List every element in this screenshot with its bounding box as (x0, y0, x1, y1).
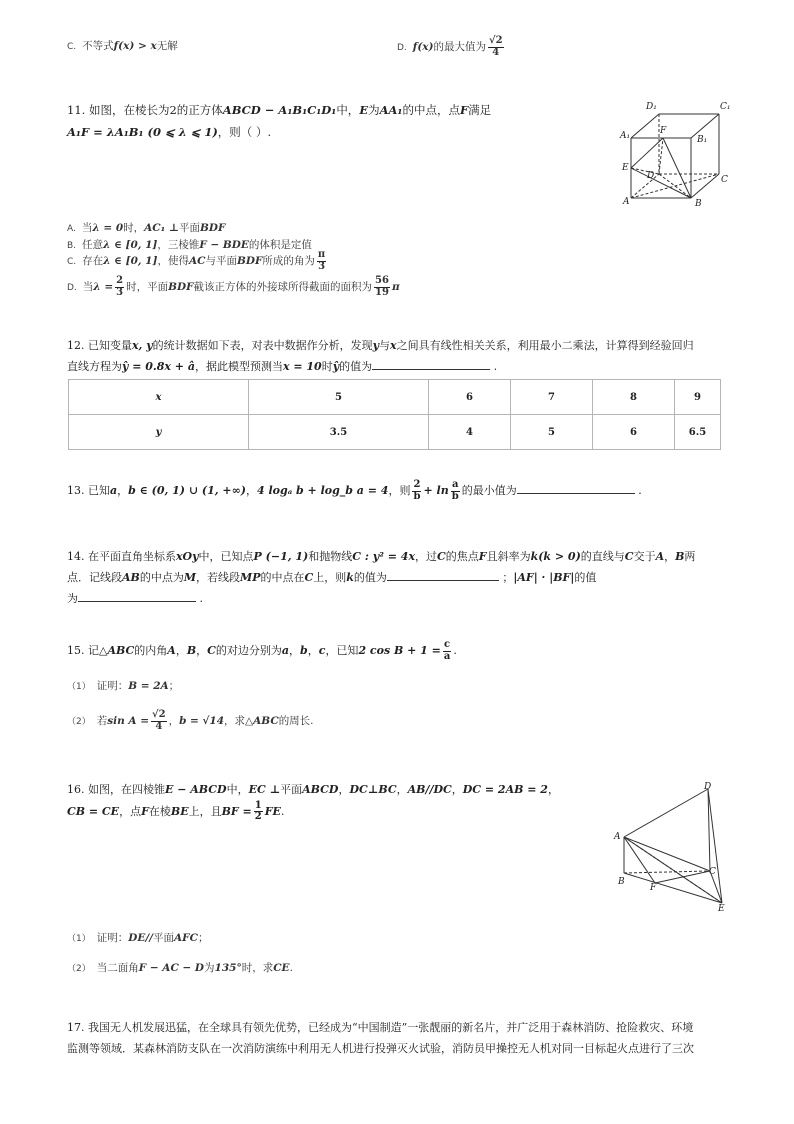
label-d: D (704, 782, 712, 792)
hidden-edge (631, 174, 659, 198)
label-c: C (709, 867, 716, 877)
question-13: 13. 已知a，b ∈ (0, 1) ∪ (1, +∞)，4 logₐ b + log_b a = 4，则 $\frac{2}{b}$ + ln $\frac{a}{b}$ 的最小值为 . (67, 479, 642, 502)
segment-eb (631, 168, 691, 198)
answer-blank[interactable] (78, 589, 196, 602)
q11-option-a: A. 当λ = 0时，AC₁ ⊥平面BDF (67, 222, 226, 234)
segment-ef (631, 138, 663, 168)
label-f: F (650, 883, 657, 893)
table-cell: 3.5 (249, 415, 429, 450)
fraction: $\frac{√2}{4}$ (152, 709, 166, 732)
q16-part-2: （2） 当二面角F − AC − D为135°时，求CE. (67, 962, 293, 974)
q15-part-2: （2） 若sin A = $\frac{√2}{4}$ ，b = √14，求△ABC的周长. (67, 709, 314, 732)
table-cell: 6.5 (675, 415, 721, 450)
answer-blank[interactable] (387, 568, 499, 581)
segment-fb (663, 138, 691, 198)
label-b: B (695, 199, 702, 209)
table-cell: 6 (429, 380, 511, 415)
table-cell: 5 (511, 415, 593, 450)
q15-part-1: （1） 证明：B = 2A； (67, 680, 180, 692)
q16-part-1: （1） 证明：DE//平面AFC； (67, 932, 209, 944)
question-11-stem: 11. 如图，在棱长为2的正方体ABCD − A₁B₁C₁D₁中，E为AA₁的中点，点F满足 A₁F = λA₁B₁ (0 ⩽ λ ⩽ 1)，则（ ）. (67, 103, 492, 139)
question-17: 17. 我国无人机发展迅猛，在全球具有领先优势，已经成为“中国制造”一张靓丽的新名片，并广泛用于森林消防、抢险救灾、环境 监测等领域．某森林消防支队在一次消防演练中利用无人机进行投弹灭火试验，消防员甲操控无人机对同一目标起火点进行了三次 (67, 1021, 694, 1055)
label-f: F (660, 126, 667, 136)
q11-option-d: D. 当λ = $\frac{2}{3}$ 时，平面BDF截该正方体的外接球所得截面的面积为 $\frac{56}{19}$ π (67, 275, 400, 298)
fraction: $\frac{a}{b}$ (451, 479, 459, 502)
question-15: 15. 记△ABC的内角A，B，C的对边分别为a，b，c，已知2 cos B + 1 = $\frac{c}{a}$ . (67, 639, 457, 662)
edge (631, 114, 659, 138)
answer-blank[interactable] (517, 481, 635, 494)
table-header-cell: y (69, 415, 249, 450)
question-16: 16. 如图，在四棱锥E − ABCD中，EC ⊥平面ABCD，DC⊥BC，AB//DC，DC = 2AB = 2， CB = CE，点F在棱BE上，且BF = $\frac{1}{2}$ FE. (67, 783, 559, 823)
fraction: $\frac{c}{a}$ (443, 639, 451, 662)
label-e: E (718, 904, 725, 914)
prev-option-d: D. f(x)的最大值为 $\frac{√2}{4}$ (397, 35, 503, 58)
label-a: A (614, 832, 621, 842)
label-c1: C₁ (720, 102, 731, 112)
table-cell: 4 (429, 415, 511, 450)
segment-ac (631, 174, 719, 198)
segment-df (659, 138, 663, 174)
segment-de (708, 789, 722, 903)
segment-de (631, 168, 659, 174)
label-b1: B₁ (697, 135, 708, 145)
table-cell: 5 (249, 380, 429, 415)
question-14: 14. 在平面直角坐标系xOy中，已知点P (−1, 1)和抛物线C : y² = 4x，过C的焦点F且斜率为k(k > 0)的直线与C交于A，B两 点．记线段AB的中点为M，若线段MP的中点在C上，则k的值为 ；|AF| · |BF|的值 为 . (67, 550, 696, 605)
table-cell: 8 (593, 380, 675, 415)
fraction: $\frac{√2}{4}$ (489, 35, 503, 58)
question-12-stem: 12. 已知变量x, y的统计数据如下表，对表中数据作分析，发现y与x之间具有线性相关关系，利用最小二乘法，计算得到经验回归 直线方程为ŷ = 0.8x + â，据此模型预测当x = 10时ŷ的值为 . (67, 339, 694, 373)
label-a1: A₁ (620, 131, 631, 141)
label-a: A (623, 197, 630, 207)
table-row (69, 380, 721, 415)
table-cell: 7 (511, 380, 593, 415)
label-b: B (618, 877, 625, 887)
q11-option-b: B. 任意λ ∈ [0, 1]，三棱锥F − BDE的体积是定值 (67, 239, 312, 251)
label-e: E (622, 163, 629, 173)
label-c: C (721, 175, 728, 185)
segment-af (624, 837, 655, 883)
pyramid-figure (610, 780, 740, 915)
q11-option-c: C. 存在λ ∈ [0, 1]，使得AC与平面BDF所成的角为 $\frac{\pi}{3}$ (67, 249, 326, 272)
segment-ad (624, 789, 708, 837)
stats-table (68, 379, 721, 450)
table-header-cell: x (69, 380, 249, 415)
fraction: $\frac{1}{2}$ (254, 799, 262, 823)
fraction: $\frac{\pi}{3}$ (317, 249, 326, 272)
cube-figure (615, 98, 735, 210)
fraction: $\frac{2}{b}$ (413, 479, 421, 502)
prev-option-c: C. 不等式f(x) > x无解 (67, 40, 178, 52)
segment-bc (624, 871, 710, 873)
table-row (69, 415, 721, 450)
label-d1: D₁ (646, 102, 657, 112)
table-cell: 9 (675, 380, 721, 415)
label-d: D (647, 171, 655, 181)
fraction: $\frac{2}{3}$ (116, 275, 124, 298)
segment-be (624, 873, 722, 903)
table-cell: 6 (593, 415, 675, 450)
fraction: $\frac{56}{19}$ (375, 275, 389, 298)
answer-blank[interactable] (372, 357, 490, 370)
